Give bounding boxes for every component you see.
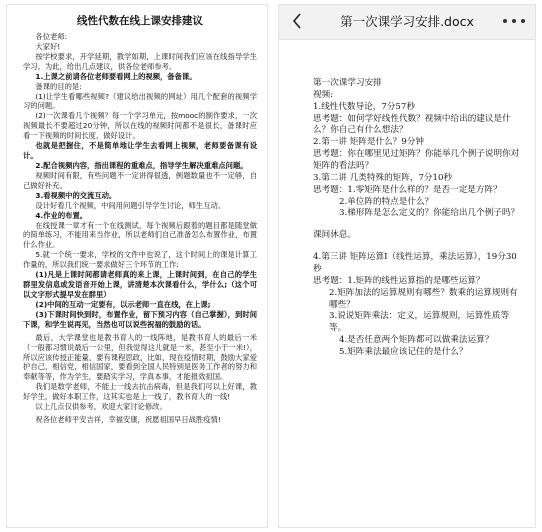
document-line: 3.看视频中的交流互动。: [35, 190, 117, 200]
document-line: 视频:: [313, 89, 334, 100]
document-line: (1)凡是上课时间都请老师真的来上课，上课时间到，在自己的学生群里发信息或发语音开始上课，讲清楚本次课看什么，学什么;（这个可以文字形式提早发在群里）: [23, 270, 257, 299]
document-line: 3.说说矩阵乘法：定义，运算规则，运算性质等等。: [329, 311, 510, 334]
document-line: 课间休息。: [313, 230, 356, 241]
document-line: 2.单位阵的特点是什么？: [339, 196, 434, 207]
more-dots-icon[interactable]: [503, 16, 525, 26]
left-document-title: 线性代数在线上课安排建议: [77, 15, 203, 27]
document-line: 最后，大学课堂也是教书育人的一线阵地，是教书育人的最后一米（一般都习惯说最后一公里，但我觉得这儿就是一米，甚至小于一米!），所以应该传授正能量，要有课程思政，比如，现在疫情时期，鼓励大家爱护自己，相信党，相信国家，要看到全国人民特别是医务工作者的努力和奉献等等，作为学生，要踏实学习，学真本事，才能报效祖国。: [23, 332, 257, 382]
document-line: 祝各位老师平安吉祥，幸福安康，祝愿祖国早日战胜疫情!: [35, 415, 221, 425]
document-line: 思考题：1.零矩阵是什么样的？是否一定是方阵？: [313, 184, 502, 195]
document-line: (3)下课时间快到时，布置作业，留下预习内容（自己掌握），到时间下课，和学生说再见，当然也可以说些祝福的鼓励的话。: [23, 309, 257, 329]
document-line: 2.第一讲 矩阵是什么？9分钟: [313, 137, 424, 148]
phone-doc-viewer: [278, 4, 536, 528]
document-line: 按学校要求，开学延期，教学如期，上课时间我们应该在线指导学生学习。为此，给出几点建议，供各位老师参考。: [23, 51, 257, 71]
document-line: 5.矩阵乘法最应该记住的是什么？: [339, 347, 468, 358]
document-line: 1.上课之前请各位老师要看网上的视频，备备课。: [35, 71, 197, 81]
document-line: 各位老师:: [35, 32, 68, 41]
document-line: (2)一次课看几个视频？每一个学习单元，按mooc的制作要求，一次视频最长不要超过20分钟，所以在线的视频时间都不是很长，备课时应看一下视频的时间长度，做好设计。: [23, 111, 257, 141]
document-line: 思考题：如何学好线性代数？视频中给出的建议是什么？你自己有什么想法？: [313, 113, 511, 136]
document-line: 思考题：1.矩阵的线性运算指的是哪些运算？: [313, 275, 485, 286]
left-document-body: [23, 32, 257, 425]
document-line: 视频时间有限，有些问题不一定讲得很透，例题数量也不一定够，自己做好补充。: [23, 170, 257, 190]
document-line: 4.作业的布置。: [35, 210, 88, 220]
document-line: 4.是否任意两个矩阵都可以做乘法运算？: [339, 335, 494, 346]
document-line: 思考题：你在哪里见过矩阵？你能举几个例子说明你对矩阵的看法吗？: [313, 149, 520, 172]
document-line: (2)中间的互动一定要有，以示老师一直在线，在上课;: [35, 299, 211, 309]
chevron-left-icon[interactable]: [285, 9, 309, 33]
phone-document-title: 第一次课学习安排.docx: [340, 14, 474, 29]
document-line: 也就是把握住，不是简单地让学生去看网上视频，老师要备课有设计。: [23, 141, 257, 161]
document-line: 3.第二讲 几类特殊的矩阵，7分10秒: [313, 172, 453, 183]
phone-nav-bar: [279, 5, 535, 40]
document-line: 2.配合视频内容，指出课程的重难点，指导学生解决重难点问题。: [35, 160, 248, 170]
document-line: 以上几点仅供参考，欢迎大家讨论修改。: [35, 402, 167, 412]
document-line: 4.第三讲 矩阵运算Ⅰ（线性运算，乘法运算），19分30秒: [313, 252, 517, 275]
document-line: 设计好看几个视频，中间用问题引导学生讨论，师生互动。: [35, 200, 226, 210]
document-line: 1.线性代数导论，7分57秒: [313, 101, 415, 112]
document-line: 3.梯形阵是怎么定义的？你能给出几个例子吗？: [339, 208, 520, 219]
document-line: 在线授课一章才有一个在线测试，每个视频后跟着的题目都是随堂做的简单练习，不能用来当作业，所以老师们自己准备怎么布置作业，布置什么作业。: [23, 220, 257, 250]
document-line: 备课的目的是:: [35, 81, 82, 91]
document-line: 2.矩阵加法的运算规则有哪些？数乘的运算规则有哪些？: [329, 287, 518, 310]
document-line: 第一次课学习安排: [313, 78, 382, 88]
left-document-page: [6, 4, 268, 528]
phone-document-body: [279, 40, 535, 359]
document-line: 大家好!: [35, 41, 61, 51]
document-line: (1)让学生看哪些视频?（建议给出视频的网址）用几个配套的视频学习的问题。: [23, 91, 257, 111]
document-line: 5.就一个统一要求，学校的文件中也说了，这个时间上的课是计算工作量的，所以我们统一要求做好三个环节的工作:: [23, 250, 257, 270]
document-line: 我们是数学老师，不能上一线去抗击病毒，但是我们可以上好课，教好学生，做好本职工作，这其实也是上一线了，教书育人的一线!: [23, 382, 257, 402]
